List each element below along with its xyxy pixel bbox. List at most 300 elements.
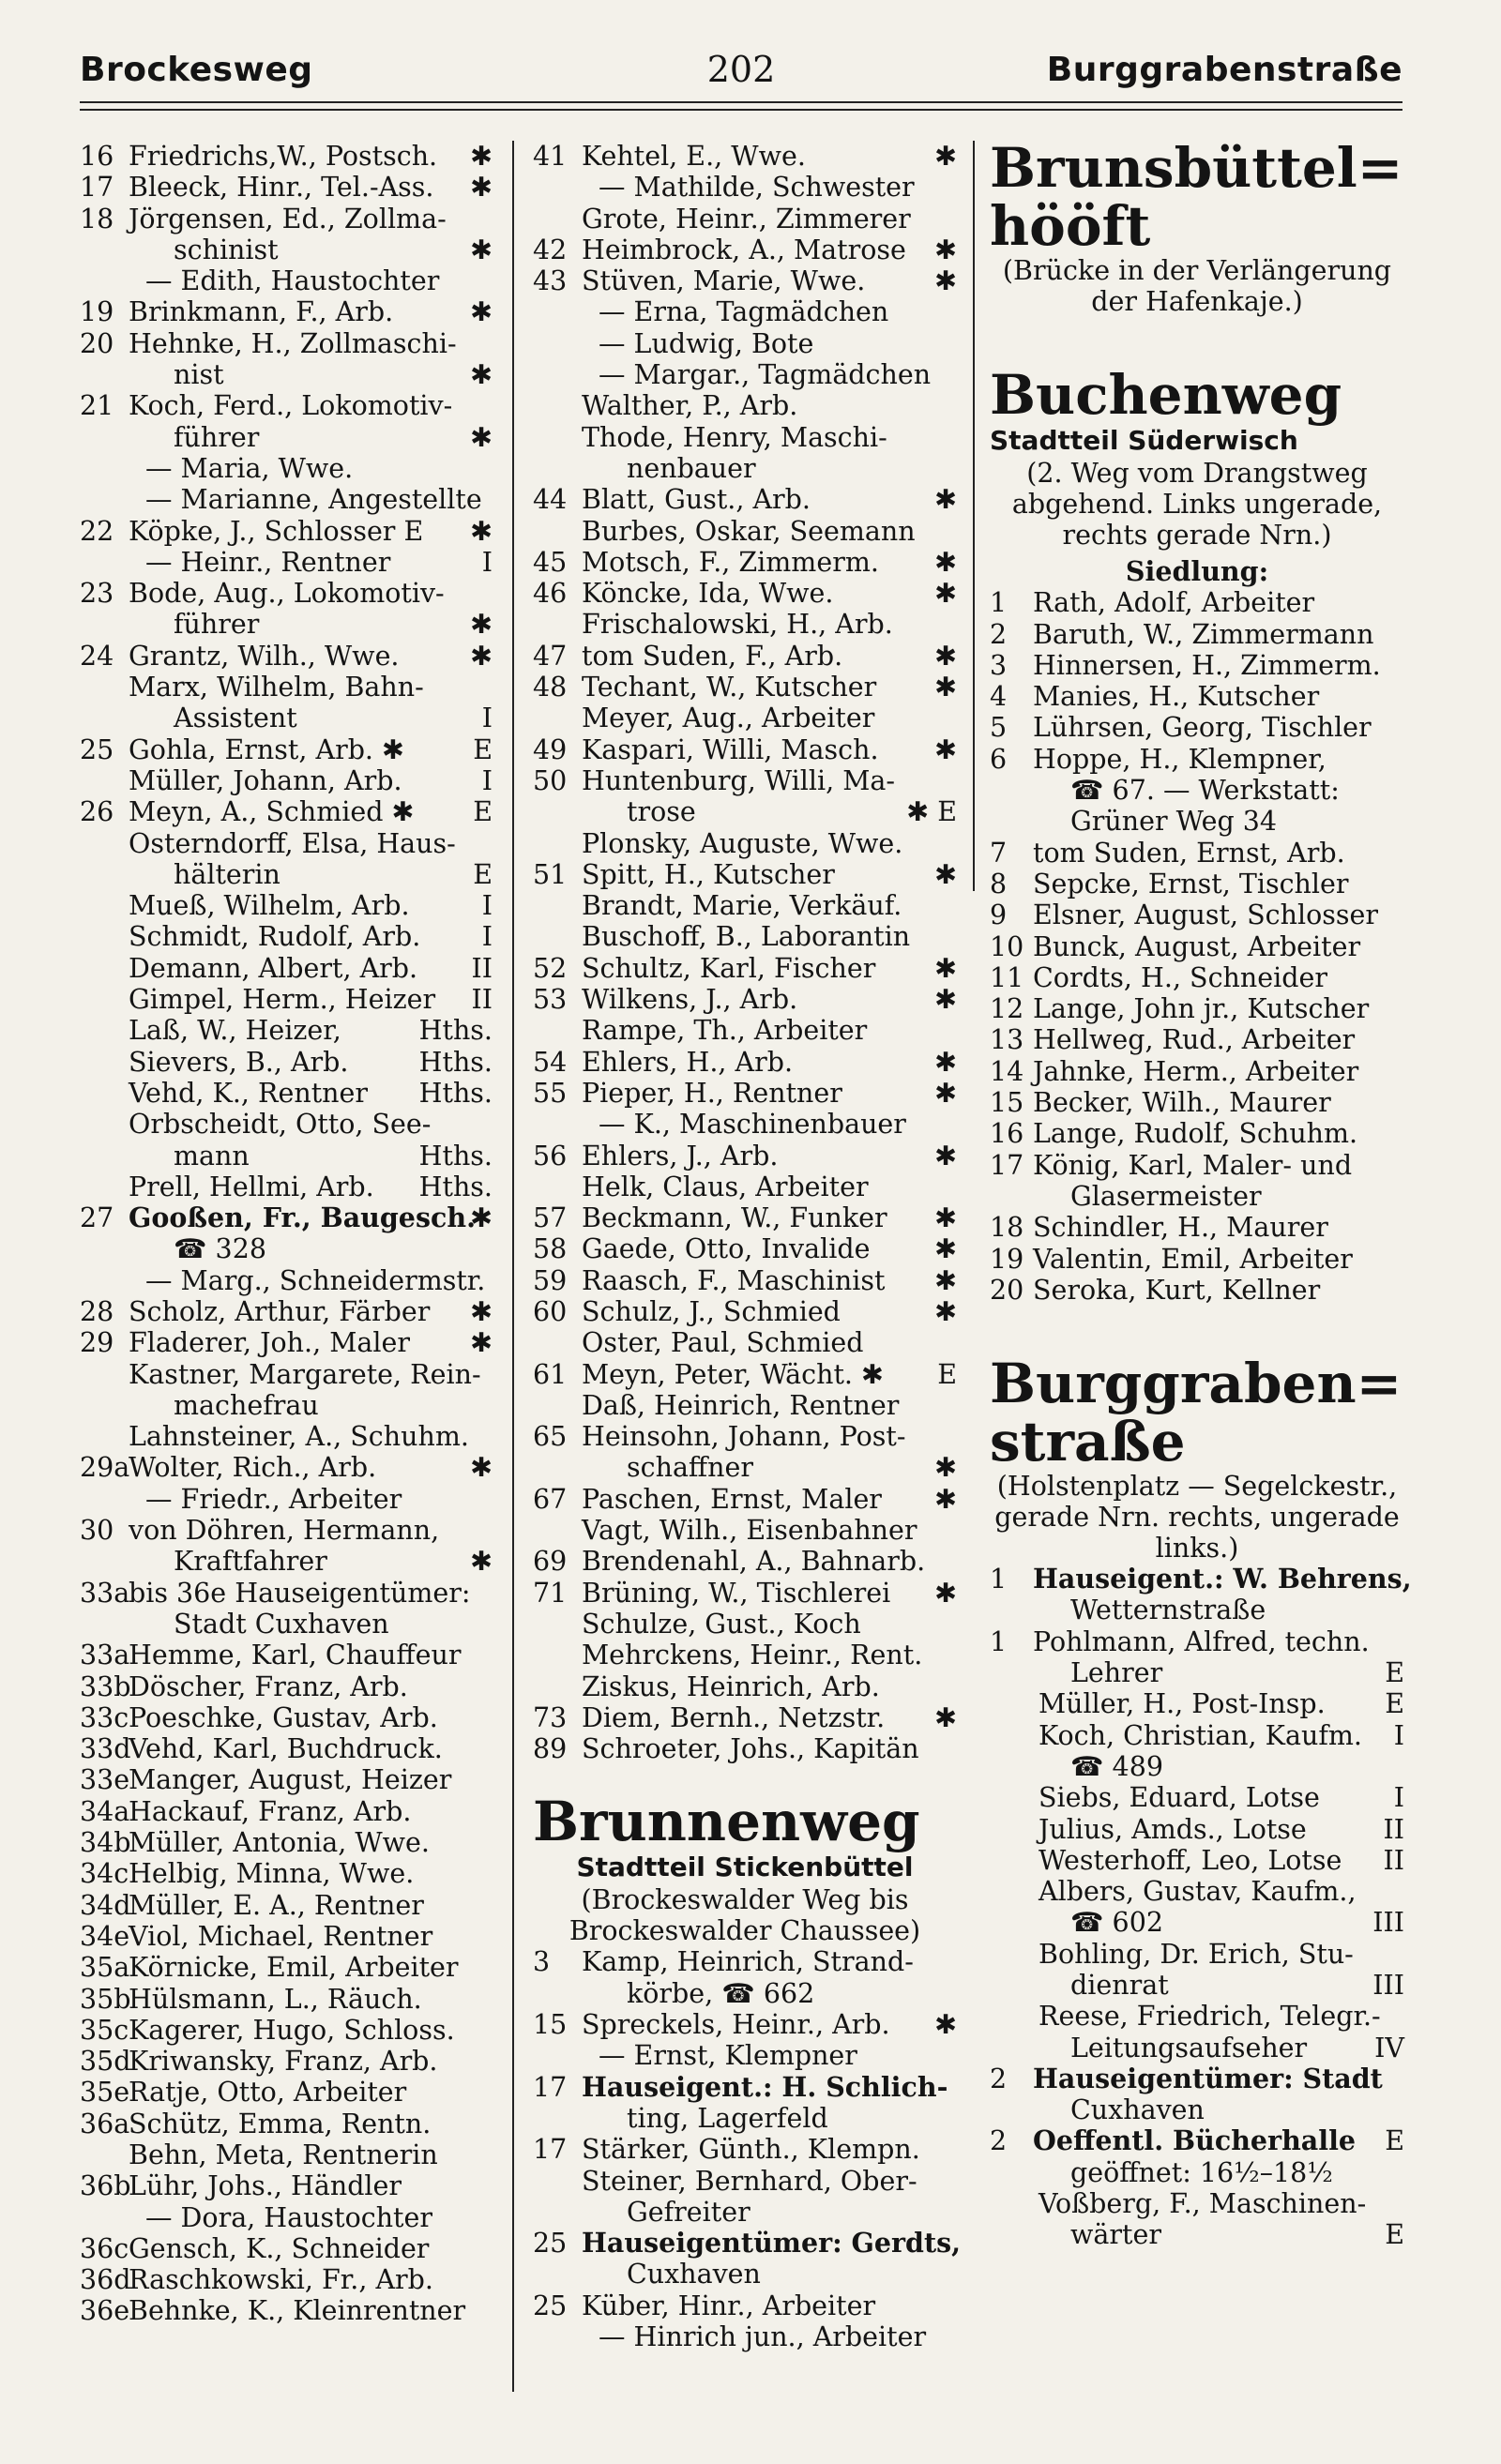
entry-resident: Bohling, Dr. Erich, Stu- (1039, 1938, 1354, 1970)
directory-entry (80, 1578, 493, 1609)
entry-marker: ✱ (934, 858, 957, 890)
entry-text: Meyn, A., Schmied ✱ (129, 796, 415, 828)
house-number: 30 (80, 1515, 114, 1547)
directory-entry (80, 1671, 493, 1702)
entry-text: Jahnke, Herm., Arbeiter (1033, 1055, 1359, 1087)
house-number: 28 (80, 1295, 114, 1327)
entry-text: Kamp, Heinrich, Strand- (582, 1946, 914, 1978)
entry-dependent: — Maria, Wwe. (145, 452, 354, 484)
entry-resident: Ziskus, Heinrich, Arb. (582, 1670, 880, 1702)
directory-entry (533, 547, 957, 578)
directory-entry (80, 2109, 493, 2139)
entry-text: Pohlmann, Alfred, techn. (1033, 1625, 1370, 1657)
column-divider-1 (512, 141, 514, 2392)
directory-entry (80, 1109, 493, 1140)
directory-entry (533, 141, 957, 172)
entry-text: Hauseigent.: W. Behrens, (1033, 1563, 1412, 1595)
header-right-street: Burggrabenstraße (1046, 51, 1402, 89)
house-number: 52 (533, 952, 568, 984)
entry-text: Schultz, Karl, Fischer (582, 952, 876, 984)
entry-continuation: Wetternstraße (1070, 1595, 1266, 1626)
house-number: 36c (80, 2232, 129, 2264)
directory-entry (990, 587, 1404, 618)
entry-resident: Koch, Christian, Kaufm. (1039, 1719, 1362, 1751)
entry-marker: ✱ (934, 1140, 957, 1172)
entry-resident: Brandt, Marie, Verkäuf. (582, 890, 902, 922)
entry-continuation: Grüner Weg 34 (1070, 806, 1278, 838)
directory-entry (80, 578, 493, 609)
entry-text: Poeschke, Gustav, Arb. (129, 1701, 438, 1733)
directory-entry (80, 1890, 493, 1921)
directory-entry (533, 828, 957, 859)
entry-marker: III (1372, 1907, 1404, 1939)
entry-continuation: mann (174, 1140, 250, 1172)
entry-text: Friedrichs,W., Postsch. (129, 141, 438, 172)
entry-text: Hoppe, H., Klempner, (1033, 743, 1327, 775)
entry-resident: Frischalowski, H., Arb. (582, 609, 893, 641)
directory-entry (533, 1578, 957, 1609)
entry-text: Gooßen, Fr., Baugesch. (129, 1202, 476, 1234)
directory-entry (80, 453, 493, 484)
entry-marker: ✱ (934, 484, 957, 516)
entry-text: Spreckels, Heinr., Arb. (582, 2009, 890, 2041)
directory-entry (80, 2170, 493, 2201)
entry-text: Hackauf, Franz, Arb. (129, 1795, 412, 1827)
entry-marker: E (473, 796, 493, 828)
directory-entry (80, 609, 493, 640)
directory-entry (990, 1939, 1404, 1970)
entry-text: Lühr, Johs., Händler (129, 2170, 402, 2202)
entry-marker: ✱ E (906, 796, 957, 828)
directory-entry (80, 1764, 493, 1795)
entry-text: Scholz, Arthur, Färber (129, 1295, 431, 1327)
directory-entry (990, 1181, 1404, 1212)
directory-entry (80, 296, 493, 327)
entry-resident: Julius, Amds., Lotse (1039, 1813, 1307, 1845)
directory-entry (80, 1452, 493, 1483)
entry-text: Spitt, H., Kutscher (582, 858, 835, 890)
directory-entry (533, 1484, 957, 1515)
entry-resident: Schulze, Gust., Koch (582, 1608, 861, 1640)
entry-marker: ✱ (470, 172, 493, 204)
directory-entry (990, 931, 1404, 962)
entry-resident: Walther, P., Arb. (582, 390, 798, 422)
directory-entry (80, 359, 493, 390)
house-number: 36b (80, 2170, 131, 2202)
page-number: 202 (706, 49, 776, 90)
directory-entry (80, 2233, 493, 2264)
directory-entry (80, 984, 493, 1015)
entry-text: Diem, Bernh., Netzstr. (582, 1701, 886, 1733)
entry-resident: Grote, Heinr., Zimmerer (582, 203, 911, 234)
entry-marker: ✱ (934, 640, 957, 672)
house-number: 43 (533, 265, 568, 297)
entry-text: Kagerer, Hugo, Schloss. (129, 2014, 455, 2046)
entry-marker: ✱ (934, 1202, 957, 1234)
house-number: 1 (990, 1564, 1008, 1595)
directory-entry (533, 1078, 957, 1109)
entry-text: Fladerer, Joh., Maler (129, 1327, 410, 1359)
directory-entry (80, 1702, 493, 1733)
directory-entry (533, 204, 957, 234)
entry-continuation: Cuxhaven (1070, 2094, 1205, 2126)
directory-entry (990, 681, 1404, 712)
entry-marker: ✱ (934, 672, 957, 703)
house-number: 34d (80, 1889, 131, 1921)
directory-entry (533, 1296, 957, 1327)
entry-marker: ✱ (934, 733, 957, 765)
house-number: 15 (533, 2009, 568, 2041)
entry-continuation: ting, Lagerfeld (627, 2102, 828, 2134)
entry-text: Schindler, H., Maurer (1033, 1212, 1328, 1244)
entry-resident: Oster, Paul, Schmied (582, 1327, 864, 1359)
buchenweg-entries (990, 587, 1404, 1306)
house-number: 20 (80, 327, 114, 359)
street-title-brunsbuettel: Brunsbüttel= hööft (990, 136, 1403, 258)
entry-marker: ✱ (470, 1546, 493, 1578)
entry-dependent: — Ernst, Klempner (599, 2040, 857, 2072)
house-number: 35a (80, 1952, 130, 1984)
entry-dependent: — Edith, Haustochter (145, 265, 440, 297)
entry-resident: Kastner, Margarete, Rein- (129, 1358, 481, 1390)
entry-resident: Buschoff, B., Laborantin (582, 921, 911, 953)
directory-entry (533, 2040, 957, 2071)
entry-continuation: ☎ 328 (174, 1233, 266, 1265)
house-number: 35b (80, 1983, 131, 2015)
entry-text: Lange, Rudolf, Schuhm. (1033, 1118, 1358, 1150)
entry-marker: I (481, 546, 493, 578)
house-number: 55 (533, 1077, 568, 1109)
house-number: 15 (990, 1087, 1024, 1119)
entry-resident: Rampe, Th., Arbeiter (582, 1015, 868, 1047)
house-number: 41 (533, 141, 568, 172)
directory-entry (80, 1015, 493, 1046)
column-2 (533, 141, 962, 2352)
directory-entry (990, 2219, 1404, 2250)
directory-entry (533, 1421, 957, 1452)
entry-continuation: Gefreiter (627, 2196, 750, 2228)
house-number: 60 (533, 1295, 568, 1327)
directory-entry (533, 1202, 957, 1233)
entry-text: Ratje, Otto, Arbeiter (129, 2077, 407, 2109)
directory-entry (990, 1212, 1404, 1243)
house-number: 36d (80, 2264, 131, 2296)
directory-entry (533, 1640, 957, 1670)
directory-entry (533, 1172, 957, 1202)
district-buchenweg: Stadtteil Süderwisch (990, 425, 1298, 456)
entry-text: von Döhren, Hermann, (129, 1515, 440, 1547)
house-number: 25 (533, 2290, 568, 2321)
directory-entry (533, 2227, 962, 2260)
entry-text: Grantz, Wilh., Wwe. (129, 640, 400, 672)
directory-entry (533, 859, 957, 890)
entry-dependent: — Hinrich jun., Arbeiter (599, 2321, 927, 2352)
entry-resident: Marx, Wilhelm, Bahn- (129, 672, 424, 703)
entry-marker: II (1383, 1813, 1404, 1845)
directory-entry (990, 1845, 1404, 1876)
directory-entry (533, 2197, 957, 2228)
directory-entry (990, 806, 1404, 837)
directory-entry (533, 1515, 957, 1546)
house-number: 3 (990, 649, 1008, 681)
header-left-street: Brockesweg (80, 51, 313, 89)
entry-text: Döscher, Franz, Arb. (129, 1670, 408, 1702)
entry-text: Pieper, H., Rentner (582, 1077, 842, 1109)
directory-entry (533, 1327, 957, 1358)
entry-marker: ✱ (470, 1327, 493, 1359)
entry-marker: I (1393, 1782, 1404, 1814)
entry-resident: Schmidt, Rudolf, Arb. (129, 921, 421, 953)
entry-marker: ✱ (470, 609, 493, 641)
column-3 (990, 136, 1412, 2251)
street-description-buchenweg: (2. Weg vom Drangstweg abgehend. Links ungerade, rechts gerade Nrn.) (1011, 458, 1383, 551)
house-number: 4 (990, 681, 1008, 713)
directory-entry (533, 890, 957, 921)
house-number: 5 (990, 712, 1008, 744)
directory-entry (533, 359, 957, 390)
house-number: 29 (80, 1327, 114, 1359)
house-number: 35d (80, 2046, 131, 2078)
entry-marker: ✱ (934, 1577, 957, 1609)
entry-dependent: — Heinr., Rentner (145, 546, 391, 578)
directory-entry (990, 1876, 1404, 1907)
house-number: 20 (990, 1274, 1024, 1306)
entry-text: Viol, Michael, Rentner (129, 1920, 433, 1952)
house-number: 59 (533, 1264, 568, 1296)
directory-entry (80, 204, 493, 234)
entry-text: Hehnke, H., Zollmaschi- (129, 327, 457, 359)
entry-text: Müller, E. A., Rentner (129, 1889, 424, 1921)
entry-text: Cordts, H., Schneider (1033, 961, 1327, 993)
directory-entry (533, 516, 957, 547)
street-title-burggrabenstrasse: Burggraben= straße (990, 1352, 1402, 1474)
directory-entry (80, 672, 493, 703)
entry-text: Lührsen, Georg, Tischler (1033, 712, 1372, 744)
street-title-buchenweg: Buchenweg (990, 363, 1342, 427)
house-number: 6 (990, 743, 1008, 775)
directory-entry (990, 619, 1404, 650)
house-number: 46 (533, 578, 568, 610)
entry-resident: Westerhoff, Leo, Lotse (1039, 1844, 1342, 1876)
entry-marker: ✱ (470, 296, 493, 328)
house-number: 17 (533, 2134, 568, 2166)
entry-text: Körnicke, Emil, Arbeiter (129, 1952, 459, 1984)
entry-text: Stärker, Günth., Klempn. (582, 2134, 920, 2166)
entry-marker: Hths. (418, 1140, 493, 1172)
directory-entry (80, 1921, 493, 1952)
directory-entry (80, 859, 493, 890)
entry-text: Raasch, F., Maschinist (582, 1264, 886, 1296)
house-number: 27 (80, 1202, 114, 1234)
entry-text: Raschkowski, Fr., Arb. (129, 2264, 433, 2296)
directory-entry (80, 796, 493, 827)
directory-entry (533, 1946, 957, 1977)
street-description-brunnenweg: (Brockeswalder Weg bis Brockeswalder Chaussee) (569, 1884, 921, 1947)
directory-entry (80, 1984, 493, 2015)
house-number: 65 (533, 1421, 568, 1453)
entry-resident: Behn, Meta, Rentnerin (129, 2139, 438, 2170)
entry-resident: Laß, W., Heizer, (129, 1015, 341, 1047)
directory-entry (80, 1827, 493, 1858)
directory-entry (80, 1265, 493, 1296)
entry-resident: Mueß, Wilhelm, Arb. (129, 890, 410, 922)
directory-entry (80, 141, 493, 172)
entry-text: Ehlers, J., Arb. (582, 1140, 779, 1172)
directory-entry (533, 2321, 957, 2352)
house-number: 29a (80, 1452, 130, 1484)
entry-text: Hauseigent.: H. Schlich- (582, 2070, 948, 2103)
directory-entry (533, 1141, 957, 1172)
entry-marker: I (481, 764, 493, 796)
directory-entry (80, 422, 493, 453)
house-number: 50 (533, 764, 568, 796)
directory-entry (990, 1118, 1404, 1149)
house-number: 34c (80, 1858, 129, 1890)
directory-entry (990, 2033, 1404, 2063)
entry-text: Hellweg, Rud., Arbeiter (1033, 1024, 1356, 1056)
entry-text: Meyn, Peter, Wächt. ✱ (582, 1358, 884, 1390)
house-number: 34a (80, 1795, 130, 1827)
house-number: 89 (533, 1733, 568, 1765)
directory-entry (80, 1202, 493, 1233)
directory-entry (990, 744, 1404, 775)
directory-entry (533, 984, 957, 1015)
house-number: 11 (990, 961, 1024, 993)
entry-marker: I (481, 921, 493, 953)
entry-marker: ✱ (934, 546, 957, 578)
entry-text: Koch, Ferd., Lokomotiv- (129, 390, 453, 422)
house-number: 73 (533, 1701, 568, 1733)
entry-resident: Siebs, Eduard, Lotse (1039, 1782, 1320, 1814)
directory-entry (533, 296, 957, 327)
entry-marker: Hths. (418, 1046, 493, 1078)
directory-entry (533, 1702, 957, 1733)
house-number: 33b (80, 1670, 131, 1702)
entry-text: Schulz, J., Schmied (582, 1295, 841, 1327)
entry-text: Hauseigentümer: Stadt (1033, 2062, 1383, 2094)
directory-entry (80, 1141, 493, 1172)
house-number: 49 (533, 733, 568, 765)
entry-marker: Hths. (418, 1015, 493, 1047)
entry-marker: E (473, 733, 493, 765)
directory-entry (533, 1233, 957, 1264)
house-number: 16 (80, 141, 114, 172)
entry-resident: Plonsky, Auguste, Wwe. (582, 827, 903, 859)
directory-entry (80, 516, 493, 547)
entry-text: Bleeck, Hinr., Tel.-Ass. (129, 172, 434, 204)
directory-entry (990, 1814, 1404, 1845)
entry-marker: ✱ (934, 2009, 957, 2041)
entry-text: Brinkmann, F., Arb. (129, 296, 394, 328)
entry-continuation: Leitungsaufseher (1070, 2032, 1308, 2063)
house-number: 33a (80, 1577, 130, 1609)
entry-text: tom Suden, Ernst, Arb. (1033, 837, 1345, 869)
entry-text: Gohla, Ernst, Arb. ✱ (129, 733, 404, 765)
directory-entry (80, 890, 493, 921)
directory-entry (990, 2001, 1404, 2032)
entry-text: Küber, Hinr., Arbeiter (582, 2290, 876, 2321)
directory-entry (80, 1484, 493, 1515)
entry-continuation: ☎ 602 (1070, 1907, 1163, 1939)
house-number: 8 (990, 868, 1008, 899)
entry-continuation: schaffner (627, 1452, 754, 1484)
entry-continuation: Kraftfahrer (174, 1546, 327, 1578)
entry-text: Wolter, Rich., Arb. (129, 1452, 377, 1484)
directory-entry (990, 2157, 1404, 2188)
house-number: 13 (990, 1024, 1024, 1056)
entry-marker: ✱ (934, 1452, 957, 1484)
directory-entry (80, 1421, 493, 1452)
entry-text: Kehtel, E., Wwe. (582, 141, 806, 172)
house-number: 17 (80, 172, 114, 204)
directory-entry (533, 796, 957, 827)
entry-text: Oeffentl. Bücherhalle (1033, 2124, 1357, 2157)
directory-entry (80, 2015, 493, 2046)
entry-continuation: körbe, ☎ 662 (627, 1977, 815, 2009)
directory-entry (533, 390, 957, 421)
entry-marker: ✱ (934, 1483, 957, 1515)
directory-entry (80, 1515, 493, 1546)
entry-text: König, Karl, Maler- und (1033, 1149, 1353, 1181)
entry-continuation: machefrau (174, 1389, 319, 1421)
directory-entry (533, 2103, 957, 2134)
house-number: 53 (533, 984, 568, 1016)
entry-text: Köpke, J., Schlosser E (129, 515, 424, 547)
directory-entry (533, 234, 957, 265)
directory-entry (80, 1047, 493, 1078)
entry-continuation: ☎ 489 (1070, 1750, 1163, 1782)
house-number: 22 (80, 515, 114, 547)
entry-text: Lange, John jr., Kutscher (1033, 993, 1370, 1025)
entry-resident: Steiner, Bernhard, Ober- (582, 2165, 917, 2197)
street-description-burggrabenstrasse: (Holstenplatz — Segelckestr., gerade Nrn. rechts, ungerade links.) (994, 1471, 1400, 1565)
directory-entry (990, 1657, 1404, 1688)
entry-marker: ✱ (470, 515, 493, 547)
street-description-brunsbuettel: (Brücke in der Verlängerung der Hafenkaje.) (1002, 255, 1392, 317)
entry-dependent: — Margar., Tagmädchen (599, 359, 932, 391)
entry-dependent: — Ludwig, Bote (599, 327, 814, 359)
entry-text: Gensch, K., Schneider (129, 2232, 430, 2264)
entry-text: Valentin, Emil, Arbeiter (1033, 1243, 1353, 1275)
house-number: 33d (80, 1733, 131, 1765)
directory-entry (533, 172, 957, 203)
entry-marker: ✱ (470, 234, 493, 265)
house-number: 12 (990, 993, 1024, 1025)
siedlung-label: Siedlung: (1125, 555, 1269, 587)
directory-entry (990, 2094, 1404, 2125)
entry-text: Brüning, W., Tischlerei (582, 1577, 891, 1609)
entry-text: Köncke, Ida, Wwe. (582, 578, 834, 610)
directory-entry (533, 765, 957, 796)
house-number: 54 (533, 1046, 568, 1078)
entry-text: Bode, Aug., Lokomotiv- (129, 578, 445, 610)
entry-text: Rath, Adolf, Arbeiter (1033, 587, 1315, 619)
directory-entry (80, 641, 493, 672)
entry-marker: II (471, 952, 493, 984)
house-number: 14 (990, 1055, 1024, 1087)
district-brunnenweg: Stadtteil Stickenbüttel (576, 1852, 914, 1883)
entry-marker: ✱ (934, 578, 957, 610)
entry-text: Kriwansky, Franz, Arb. (129, 2046, 438, 2078)
entry-dependent: — K., Maschinenbauer (599, 1109, 906, 1141)
house-number: 36e (80, 2295, 130, 2327)
directory-entry (990, 1626, 1404, 1657)
directory-entry (533, 672, 957, 703)
directory-entry (533, 1671, 957, 1702)
house-number: 44 (533, 484, 568, 516)
entry-text: Hülsmann, L., Räuch. (129, 1983, 422, 2015)
house-number: 18 (80, 203, 114, 234)
